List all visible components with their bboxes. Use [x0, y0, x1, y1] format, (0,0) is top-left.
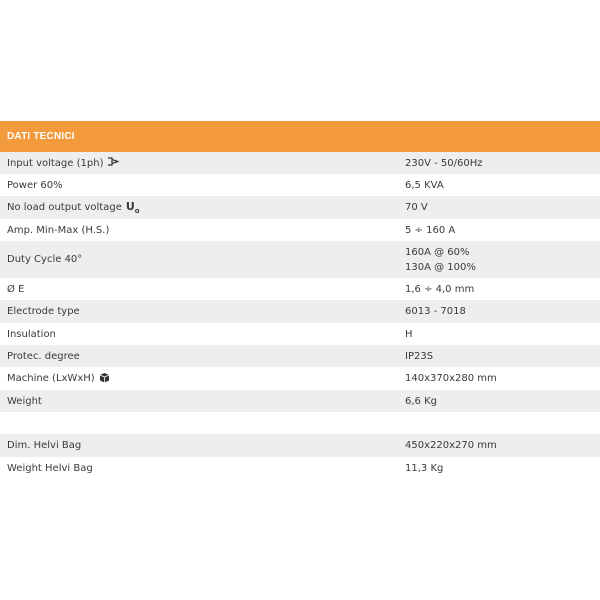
u0-symbol: [126, 200, 140, 215]
specs-table: [0, 121, 600, 479]
row-label: Insulation: [7, 328, 56, 340]
row-label: Duty Cycle 40°: [7, 254, 83, 265]
row-label-cell: [0, 440, 398, 451]
table-row-spacer: [0, 412, 600, 434]
row-label: Amp. Min-Max (H.S.): [7, 224, 110, 236]
row-value-cell: [398, 304, 600, 319]
row-label-cell: [0, 329, 398, 340]
row-value-cell: [398, 200, 600, 215]
row-value-cell: [398, 394, 600, 409]
table-row-amp-min-max: [0, 219, 600, 241]
row-value-cell: [398, 245, 600, 275]
row-label-cell: [0, 180, 398, 191]
row-label-cell: [0, 372, 398, 386]
row-value-cell: [398, 461, 600, 476]
row-label-cell: [0, 254, 398, 265]
row-label: Dim. Helvi Bag: [7, 440, 82, 451]
row-label: Electrode type: [7, 306, 80, 317]
box-dimensions-icon: [99, 372, 110, 386]
row-label-cell: [0, 157, 398, 169]
row-label: Ø E: [7, 283, 25, 295]
row-label-cell: [0, 463, 398, 474]
row-value: H: [405, 328, 413, 340]
table-title: DATI TECNICI: [7, 131, 75, 142]
table-row-duty-cycle: [0, 241, 600, 278]
row-value: 230V - 50/60Hz: [405, 157, 483, 169]
row-label: Input voltage (1ph): [7, 157, 104, 169]
row-label: Machine (LxWxH): [7, 373, 95, 384]
row-label-cell: [0, 306, 398, 317]
table-row-electrode-diameter: [0, 278, 600, 300]
table-row-machine-dimensions: [0, 367, 600, 390]
u0-symbol-main: U: [125, 199, 135, 213]
row-value-cell: [398, 371, 600, 386]
table-row-bag-dimensions: [0, 434, 600, 457]
table-header: [0, 121, 600, 152]
row-value: 5 ÷ 160 A: [405, 224, 456, 236]
table-row-insulation: [0, 323, 600, 345]
row-label-cell: [0, 351, 398, 362]
row-value-cell: [398, 178, 600, 193]
row-value: 130A @ 100%: [405, 261, 476, 273]
table-row-power: [0, 174, 600, 196]
row-value: IP23S: [405, 350, 434, 362]
table-row-no-load-voltage: [0, 196, 600, 219]
row-label-cell: [0, 284, 398, 295]
row-label-cell: [0, 396, 398, 407]
table-row-weight: [0, 390, 600, 412]
row-label: Weight: [7, 395, 42, 407]
table-row-bag-weight: [0, 457, 600, 479]
row-label: Protec. degree: [7, 350, 80, 362]
row-value: 140x370x280 mm: [405, 373, 497, 384]
row-value: 6013 - 7018: [405, 306, 466, 317]
table-row-input-voltage: [0, 152, 600, 174]
row-value-cell: [398, 282, 600, 297]
row-value-cell: [398, 438, 600, 453]
row-value: 160A @ 60%: [405, 246, 470, 258]
u0-symbol-sub: o: [134, 207, 140, 216]
row-value-cell: [398, 349, 600, 364]
row-value-cell: [398, 223, 600, 238]
row-label-cell: [0, 225, 398, 236]
row-value: 6,5 KVA: [405, 179, 444, 191]
table-row-protection-degree: [0, 345, 600, 367]
row-value: 11,3 Kg: [405, 462, 444, 474]
row-label: Weight Helvi Bag: [7, 462, 93, 474]
table-row-electrode-type: [0, 300, 600, 323]
row-label: Power 60%: [7, 179, 63, 191]
row-value: 1,6 ÷ 4,0 mm: [405, 283, 475, 295]
row-label-cell: [0, 200, 398, 215]
row-value-cell: [398, 156, 600, 171]
row-value: 6,6 Kg: [405, 395, 437, 407]
row-value: 70 V: [405, 202, 428, 213]
row-label: No load output voltage: [7, 202, 122, 213]
row-value-cell: [398, 327, 600, 342]
plug-icon: [107, 157, 119, 169]
row-value: 450x220x270 mm: [405, 440, 497, 451]
